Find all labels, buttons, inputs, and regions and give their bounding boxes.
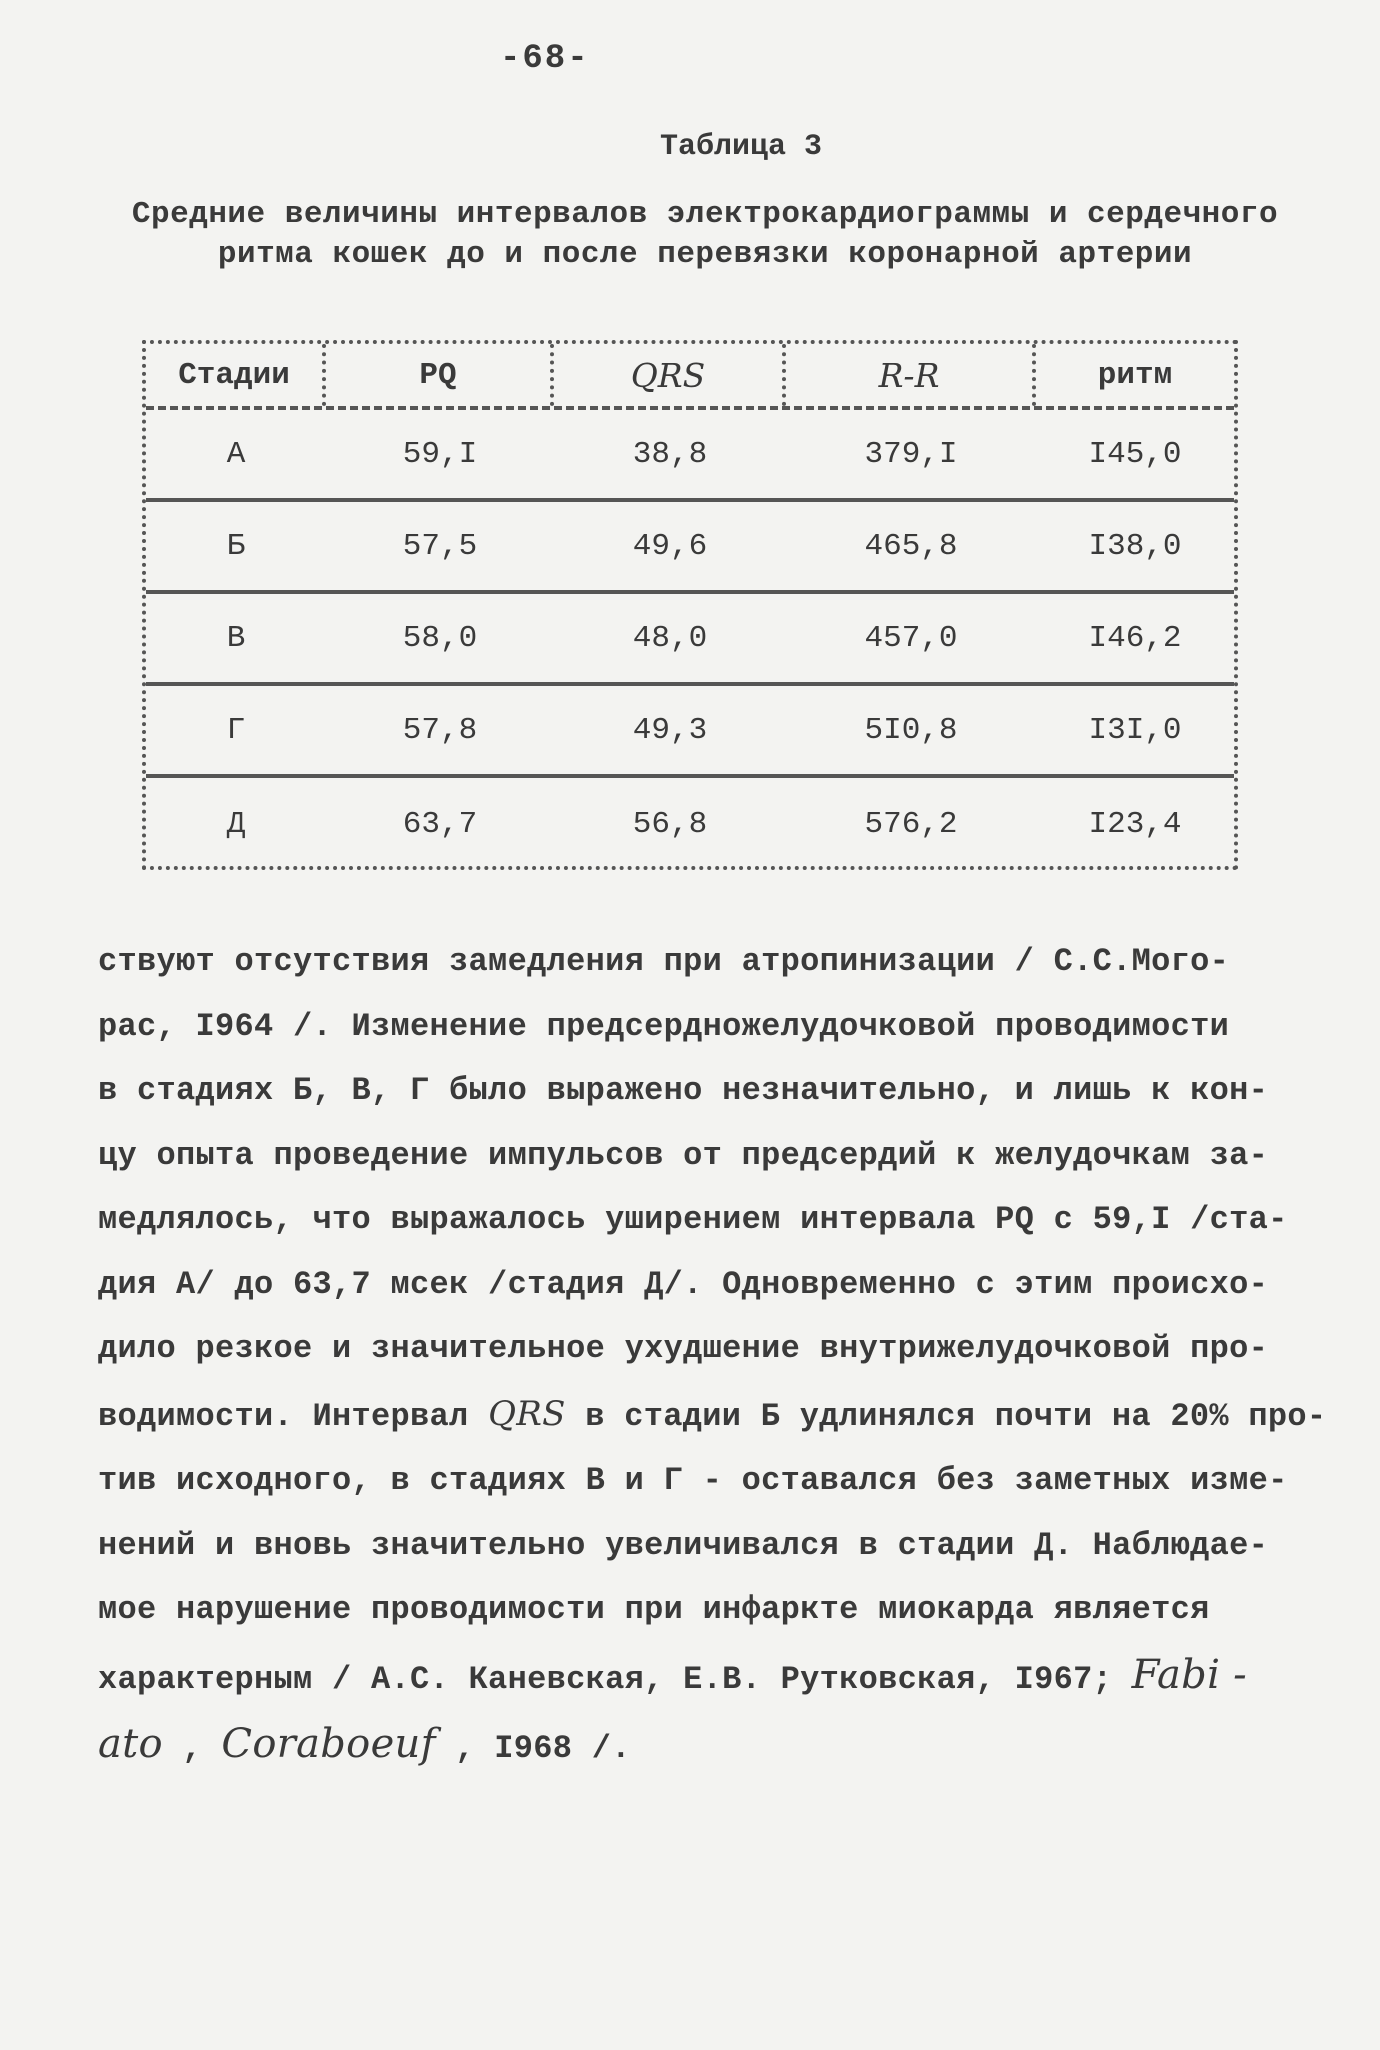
- text-line: [98, 1643, 1288, 1713]
- cell-rr: 379,I: [864, 436, 958, 472]
- handwritten-name: ato: [98, 1721, 163, 1767]
- text-line: [98, 1382, 1327, 1450]
- header-stage: Стадии: [146, 344, 326, 406]
- table-header-row: [146, 344, 1234, 410]
- text-line: нений и вновь значительно увеличивался в стадии Д. Наблюдае-: [98, 1526, 1269, 1564]
- text-segment: водимости. Интервал: [98, 1397, 489, 1435]
- cell-rhythm: I46,2: [1088, 620, 1182, 656]
- cell-stage: Б: [226, 528, 246, 564]
- cell-rr: 576,2: [864, 806, 958, 842]
- body-text: [98, 930, 1327, 1782]
- text-line: тив исходного, в стадиях В и Г - оставался без заметных изме-: [98, 1462, 1288, 1499]
- cell-pq: 58,0: [402, 620, 478, 656]
- handwritten-name: Coraboeuf: [221, 1721, 436, 1767]
- cell-rr: 457,0: [864, 620, 958, 656]
- cell-rr: 465,8: [864, 528, 958, 564]
- cell-stage: А: [226, 436, 246, 472]
- table-row: [146, 778, 1234, 870]
- cell-pq: 57,5: [402, 528, 478, 564]
- cell-stage: В: [226, 620, 246, 656]
- data-table: [142, 340, 1238, 870]
- cell-qrs: 56,8: [632, 806, 708, 842]
- text-line: цу опыта проведение импульсов от предсердий к желудочкам за-: [98, 1136, 1269, 1174]
- table-row: [146, 502, 1234, 594]
- handwritten-qrs: QRS: [488, 1393, 566, 1434]
- text-line: в стадиях Б, В, Г было выражено незначительно, и лишь к кон-: [98, 1072, 1269, 1109]
- table-row: [146, 594, 1234, 686]
- text-segment: ,: [162, 1730, 222, 1767]
- page-number: -68-: [500, 40, 590, 78]
- text-line: ствуют отсутствия замедления при атропинизации / С.С.Мого-: [98, 943, 1230, 980]
- text-line: дия А/ до 63,7 мсек /стадия Д/. Одновременно с этим происхо-: [98, 1265, 1269, 1303]
- table-caption: Средние величины интервалов электрокардиограммы и сердечного ритма кошек до и после перевязки коронарной артерии: [131, 197, 1279, 272]
- cell-rhythm: I38,0: [1088, 528, 1182, 564]
- header-rr: R-R: [786, 344, 1036, 406]
- header-pq: PQ: [326, 344, 554, 406]
- text-segment: , I968 /.: [435, 1730, 631, 1767]
- cell-pq: 59,I: [402, 436, 478, 472]
- table-label: Таблица 3: [660, 130, 823, 164]
- table-row: [146, 410, 1234, 502]
- cell-pq: 63,7: [402, 806, 478, 842]
- text-line: дило резкое и значительное ухудшение внутрижелудочковой про-: [98, 1330, 1269, 1367]
- cell-qrs: 49,6: [632, 528, 708, 564]
- handwritten-name: Fabi -: [1131, 1651, 1247, 1698]
- cell-stage: Г: [226, 712, 246, 748]
- cell-rr: 5I0,8: [864, 712, 958, 748]
- cell-qrs: 49,3: [632, 712, 708, 748]
- text-segment: в стадии Б удлинялся почти на 20% про-: [565, 1397, 1327, 1435]
- text-line: рас, I964 /. Изменение предсердножелудочковой проводимости: [98, 1007, 1230, 1045]
- header-rhythm: ритм: [1097, 357, 1173, 393]
- text-segment: характерным / А.С. Каневская, Е.В. Рутковская, I967;: [98, 1660, 1132, 1698]
- text-line: медлялось, что выражалось уширением интервала PQ с 59,I /ста-: [98, 1201, 1288, 1238]
- cell-rhythm: I3I,0: [1088, 712, 1182, 748]
- table-row: [146, 686, 1234, 778]
- text-line: мое нарушение проводимости при инфаркте миокарда является: [98, 1591, 1210, 1628]
- cell-qrs: 38,8: [632, 436, 708, 472]
- header-qrs: QRS: [554, 344, 786, 406]
- cell-rhythm: I23,4: [1088, 806, 1182, 842]
- text-line: [98, 1712, 1288, 1782]
- cell-rhythm: I45,0: [1088, 436, 1182, 472]
- cell-qrs: 48,0: [632, 620, 708, 656]
- cell-pq: 57,8: [402, 712, 478, 748]
- cell-stage: Д: [226, 806, 246, 842]
